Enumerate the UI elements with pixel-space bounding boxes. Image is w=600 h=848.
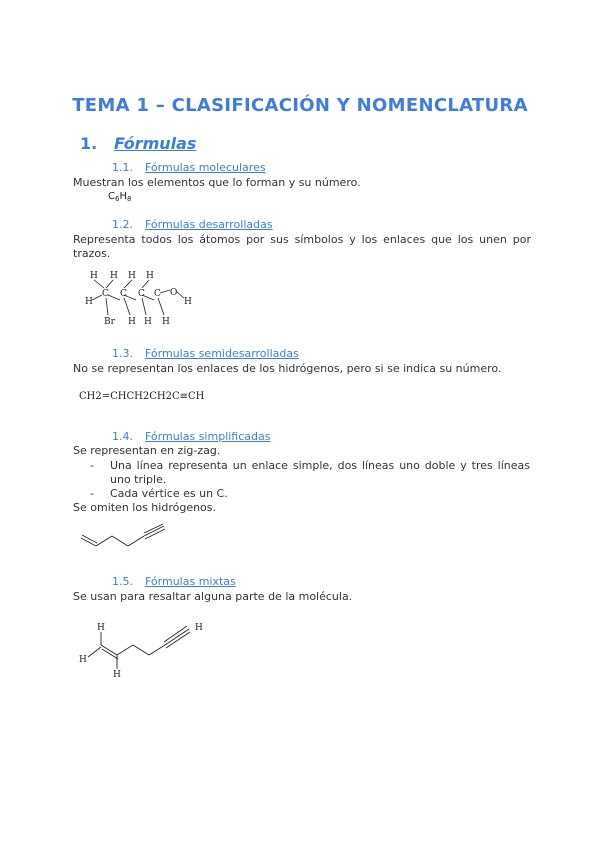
svg-text:H: H xyxy=(85,297,93,307)
svg-text:H: H xyxy=(128,317,136,327)
svg-text:H: H xyxy=(146,271,154,281)
svg-text:C: C xyxy=(154,289,161,299)
subsection-number: 1.3. xyxy=(112,347,133,360)
molecular-formula: $C_6H_8$ xyxy=(108,191,132,203)
svg-text:H: H xyxy=(195,623,203,633)
semideveloped-formula: CH2=CHCH2CH2C≡CH xyxy=(79,391,205,402)
svg-text:H: H xyxy=(97,623,105,633)
subsection-heading-mixtas: Fórmulas mixtas xyxy=(145,575,236,588)
subsection-heading-semidesarrolladas: Fórmulas semidesarrolladas xyxy=(145,347,299,360)
svg-text:O: O xyxy=(170,288,178,298)
svg-text:H: H xyxy=(162,317,170,327)
bullet-item: Una línea representa un enlace simple, dos líneas uno doble y tres líneas uno triple. xyxy=(110,459,530,486)
subsection-heading-desarrolladas: Fórmulas desarrolladas xyxy=(145,218,273,231)
subsection-number: 1.1. xyxy=(112,161,133,174)
subsection-number: 1.2. xyxy=(112,218,133,231)
paragraph: Se omiten los hidrógenos. xyxy=(73,501,217,514)
svg-text:C: C xyxy=(120,289,127,299)
subsection-number: 1.4. xyxy=(112,430,133,443)
section-heading: Fórmulas xyxy=(114,134,197,153)
section-number: 1. xyxy=(80,134,98,153)
svg-text:H: H xyxy=(113,670,121,680)
subsection-number: 1.5. xyxy=(112,575,133,588)
bullet-item: Cada vértice es un C. xyxy=(110,487,228,500)
paragraph: Representa todos los átomos por sus símbolos y los enlaces que los unen por trazos. xyxy=(73,233,531,260)
svg-text:H: H xyxy=(144,317,152,327)
bullet-marker: - xyxy=(90,487,94,500)
subsection-heading-simplificadas: Fórmulas simplificadas xyxy=(145,430,271,443)
paragraph: Muestran los elementos que lo forman y su número. xyxy=(73,176,361,189)
svg-text:C: C xyxy=(102,289,109,299)
developed-structure-diagram xyxy=(80,268,200,330)
subsection-heading-moleculares: Fórmulas moleculares xyxy=(145,161,266,174)
svg-text:H: H xyxy=(128,271,136,281)
svg-text:H: H xyxy=(90,271,98,281)
mixed-formula-diagram xyxy=(75,615,215,685)
paragraph: Se usan para resaltar alguna parte de la molécula. xyxy=(73,590,353,603)
svg-text:C: C xyxy=(138,289,145,299)
svg-text:H: H xyxy=(110,271,118,281)
svg-text:H: H xyxy=(79,655,87,665)
page-title: TEMA 1 – CLASIFICACIÓN Y NOMENCLATURA xyxy=(72,95,528,116)
skeletal-formula-diagram xyxy=(78,522,178,552)
svg-text:H: H xyxy=(184,297,192,307)
svg-text:Br: Br xyxy=(104,317,115,327)
bullet-marker: - xyxy=(90,459,94,472)
paragraph: No se representan los enlaces de los hidrógenos, pero si se indica su número. xyxy=(73,362,502,375)
paragraph: Se representan en zig-zag. xyxy=(73,444,221,457)
